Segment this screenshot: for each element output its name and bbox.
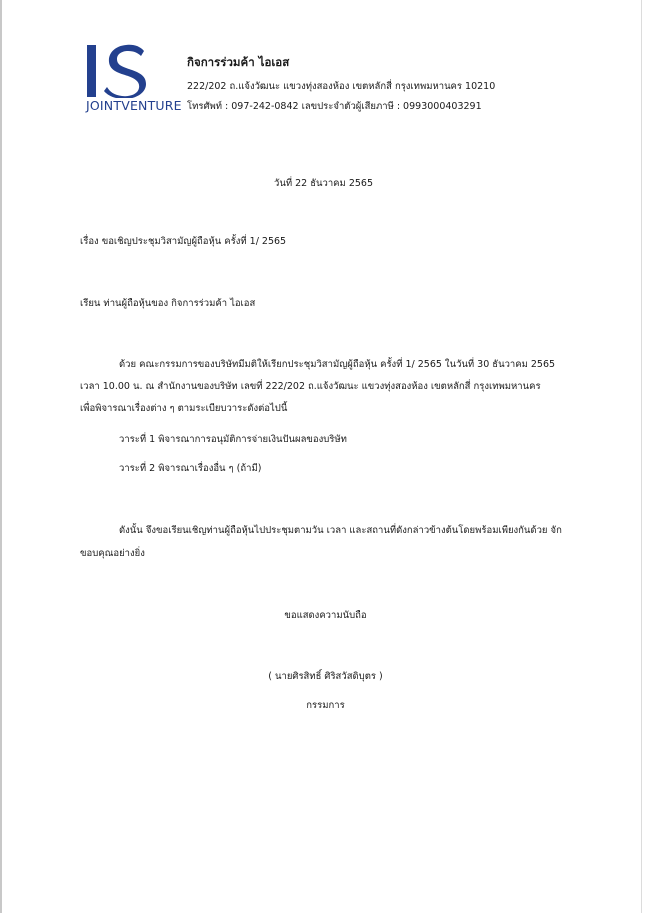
logo-caption: JOINTVENTURE [86, 98, 182, 113]
letter-salutation: เรียน ท่านผู้ถือหุ้นของ กิจการร่วมค้า ไอเอส [80, 298, 256, 309]
body-line: เพื่อพิจารณาเรื่องต่าง ๆ ตามระเบียบวาระดังต่อไปนี้ [80, 403, 288, 414]
signer-title: กรรมการ [306, 700, 345, 711]
letter-date: วันที่ 22 ธันวาคม 2565 [274, 178, 373, 189]
body-line: เวลา 10.00 น. ณ สำนักงานของบริษัท เลขที่ 222/202 ถ.แจ้งวัฒนะ แขวงทุ่งสองห้อง เขตหลักสี่ กรุงเทพมหานคร [80, 381, 541, 392]
body-line: ด้วย คณะกรรมการของบริษัทมีมติให้เรียกประชุมวิสามัญผู้ถือหุ้น ครั้งที่ 1/ 2565 ในวันที่ 30 ธันวาคม 2565 [119, 359, 556, 370]
agenda-item: วาระที่ 1 พิจารณาการอนุมัติการจ่ายเงินปันผลของบริษัท [119, 434, 347, 445]
company-logo [86, 42, 182, 116]
agenda-item: วาระที่ 2 พิจารณาเรื่องอื่น ๆ (ถ้ามี) [119, 463, 262, 474]
closing-line: ขอบคุณอย่างยิ่ง [80, 548, 145, 559]
company-name: กิจการร่วมค้า ไอเอส [187, 55, 290, 69]
letter-subject: เรื่อง ขอเชิญประชุมวิสามัญผู้ถือหุ้น ครั้งที่ 1/ 2565 [80, 236, 287, 247]
company-contact: โทรศัพท์ : 097-242-0842 เลขประจำตัวผู้เสียภาษี : 0993000403291 [187, 101, 482, 112]
page-left-edge [0, 0, 2, 913]
signer-name: ( นายศิรสิทธิ์ ศิริสวัสดิบุตร ) [268, 671, 383, 682]
is-logo-icon [86, 42, 160, 98]
letter-regards: ขอแสดงความนับถือ [284, 610, 367, 621]
closing-line: ดังนั้น จึงขอเรียนเชิญท่านผู้ถือหุ้นไปประชุมตามวัน เวลา และสถานที่ดังกล่าวข้างต้นโดยพร้อมเพียงกันด้วย จัก [119, 525, 562, 536]
page-right-edge [641, 0, 642, 913]
company-address: 222/202 ถ.แจ้งวัฒนะ แขวงทุ่งสองห้อง เขตหลักสี่ กรุงเทพมหานคร 10210 [187, 81, 496, 92]
